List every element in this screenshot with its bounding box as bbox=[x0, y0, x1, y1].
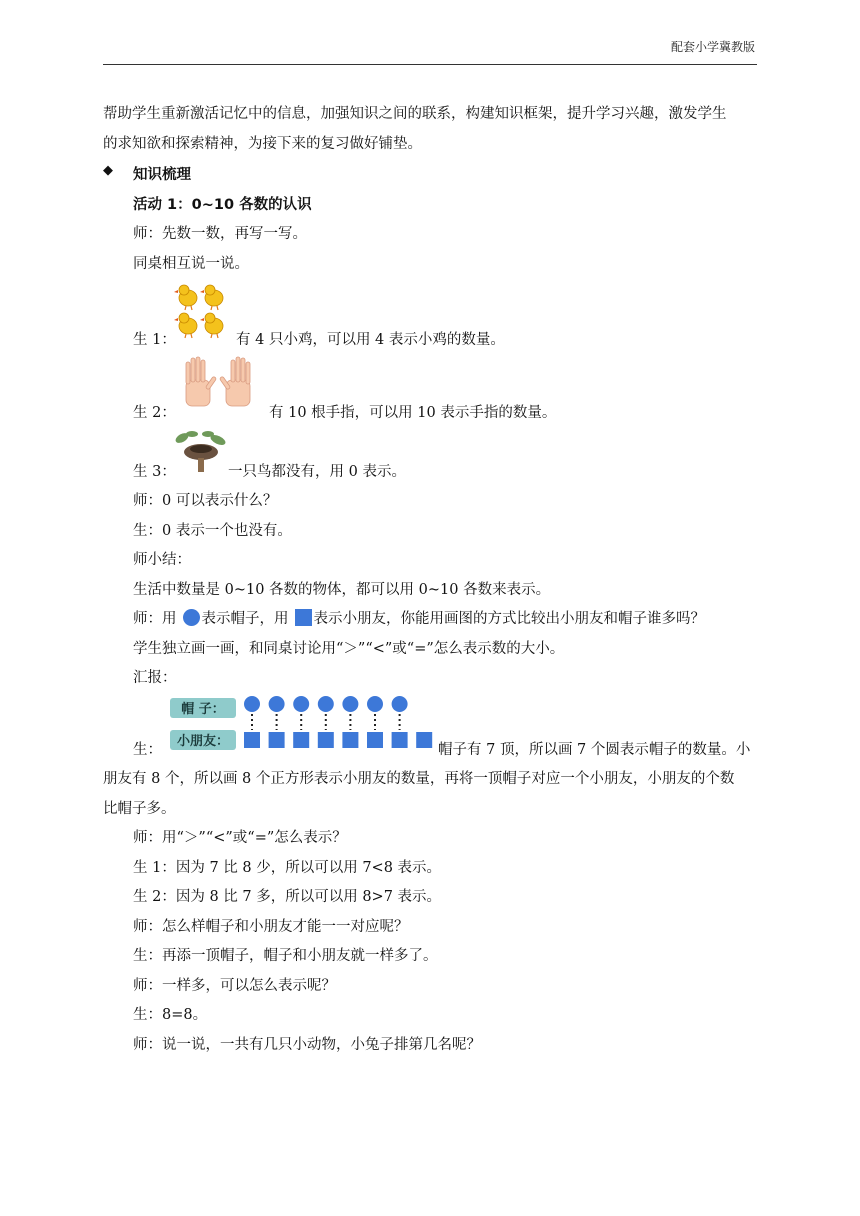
teacher-line: 师：先数一数，再写一写。 bbox=[133, 226, 307, 242]
chicks-icon bbox=[174, 282, 228, 340]
kid-square bbox=[293, 732, 309, 748]
teacher-line: 师：怎么样帽子和小朋友才能一一对应呢？ bbox=[133, 919, 409, 935]
kid-square bbox=[244, 732, 260, 748]
empty-nest-icon bbox=[174, 430, 228, 472]
student-1-text: 有 4 只小鸡，可以用 4 表示小鸡的数量。 bbox=[236, 332, 505, 348]
header-rule bbox=[103, 64, 757, 65]
hat-circle bbox=[293, 696, 309, 712]
student-line: 生 2：因为 8 比 7 多，所以可以用 8>7 表示。 bbox=[133, 889, 442, 905]
kid-square bbox=[367, 732, 383, 748]
teacher-line: 师：0 可以表示什么？ bbox=[133, 493, 278, 509]
hat-circle bbox=[318, 696, 334, 712]
teacher-line: 师：用“＞”“<”或“=”怎么表示？ bbox=[133, 830, 347, 846]
kid-square-icon bbox=[295, 609, 312, 626]
activity-title: 活动 1：0~10 各数的认识 bbox=[133, 197, 312, 213]
student-4-prefix: 生： bbox=[133, 742, 162, 758]
student-line: 生 1：因为 7 比 8 少，所以可以用 7<8 表示。 bbox=[133, 860, 442, 876]
hat-circle bbox=[367, 696, 383, 712]
hat-circle-icon bbox=[183, 609, 200, 626]
student-discussion-line: 学生独立画一画，和同桌讨论用“＞”“<”或“=”怎么表示数的大小。 bbox=[133, 641, 565, 657]
teacher-summary-label: 师小结： bbox=[133, 552, 191, 568]
report-label: 汇报： bbox=[133, 670, 177, 686]
student-1-prefix: 生 1： bbox=[133, 332, 176, 348]
teacher-line: 师：一样多，可以怎么表示呢？ bbox=[133, 978, 336, 994]
question-part-b: 表示帽子，用 bbox=[201, 611, 289, 627]
section-title: 知识梳理 bbox=[133, 167, 191, 183]
intro-line-1: 帮助学生重新激活记忆中的信息，加强知识之间的联系，构建知识框架，提升学习兴趣，激发学生 bbox=[103, 106, 727, 122]
page-header-title: 配套小学冀教版 bbox=[670, 40, 755, 54]
student-2-prefix: 生 2： bbox=[133, 405, 176, 421]
teacher-question-line bbox=[133, 607, 705, 628]
question-part-c: 表示小朋友，你能用画图的方式比较出小朋友和帽子谁多吗？ bbox=[313, 611, 705, 627]
bullet-diamond-icon: ◆ bbox=[103, 163, 113, 178]
kid-label: 小朋友： bbox=[176, 734, 230, 749]
student-4-text: 帽子有 7 顶，所以画 7 个圆表示帽子的数量。小 bbox=[438, 742, 751, 758]
student-line: 生：再添一顶帽子，帽子和小朋友就一样多了。 bbox=[133, 948, 438, 964]
kid-square bbox=[342, 732, 358, 748]
summary-text: 生活中数量是 0~10 各数的物体，都可以用 0~10 各数来表示。 bbox=[133, 582, 551, 598]
hat-circle bbox=[269, 696, 285, 712]
student-3-text: 一只鸟都没有，用 0 表示。 bbox=[228, 464, 406, 480]
hat-label: 帽 子： bbox=[181, 702, 225, 717]
hat-circle bbox=[342, 696, 358, 712]
teacher-line: 同桌相互说一说。 bbox=[133, 256, 249, 272]
student-2-text: 有 10 根手指，可以用 10 表示手指的数量。 bbox=[269, 405, 557, 421]
kid-square bbox=[269, 732, 285, 748]
intro-line-2: 的求知欲和探索精神，为接下来的复习做好铺垫。 bbox=[103, 136, 422, 152]
teacher-line: 师：说一说，一共有几只小动物，小兔子排第几名呢？ bbox=[133, 1037, 481, 1053]
hands-icon bbox=[180, 356, 260, 408]
hat-circle bbox=[244, 696, 260, 712]
student-line: 生：0 表示一个也没有。 bbox=[133, 523, 292, 539]
student-3-prefix: 生 3： bbox=[133, 464, 176, 480]
kid-square bbox=[318, 732, 334, 748]
question-part-a: 师：用 bbox=[133, 611, 177, 627]
kid-square bbox=[392, 732, 408, 748]
student-4-line-2: 朋友有 8 个，所以画 8 个正方形表示小朋友的数量，再将一顶帽子对应一个小朋友，小朋友的个数 bbox=[103, 771, 735, 787]
hat-circle bbox=[392, 696, 408, 712]
student-line: 生：8=8。 bbox=[133, 1007, 208, 1023]
hat-kid-comparison-diagram bbox=[168, 694, 434, 752]
student-4-line-3: 比帽子多。 bbox=[103, 801, 176, 817]
kid-square bbox=[416, 732, 432, 748]
